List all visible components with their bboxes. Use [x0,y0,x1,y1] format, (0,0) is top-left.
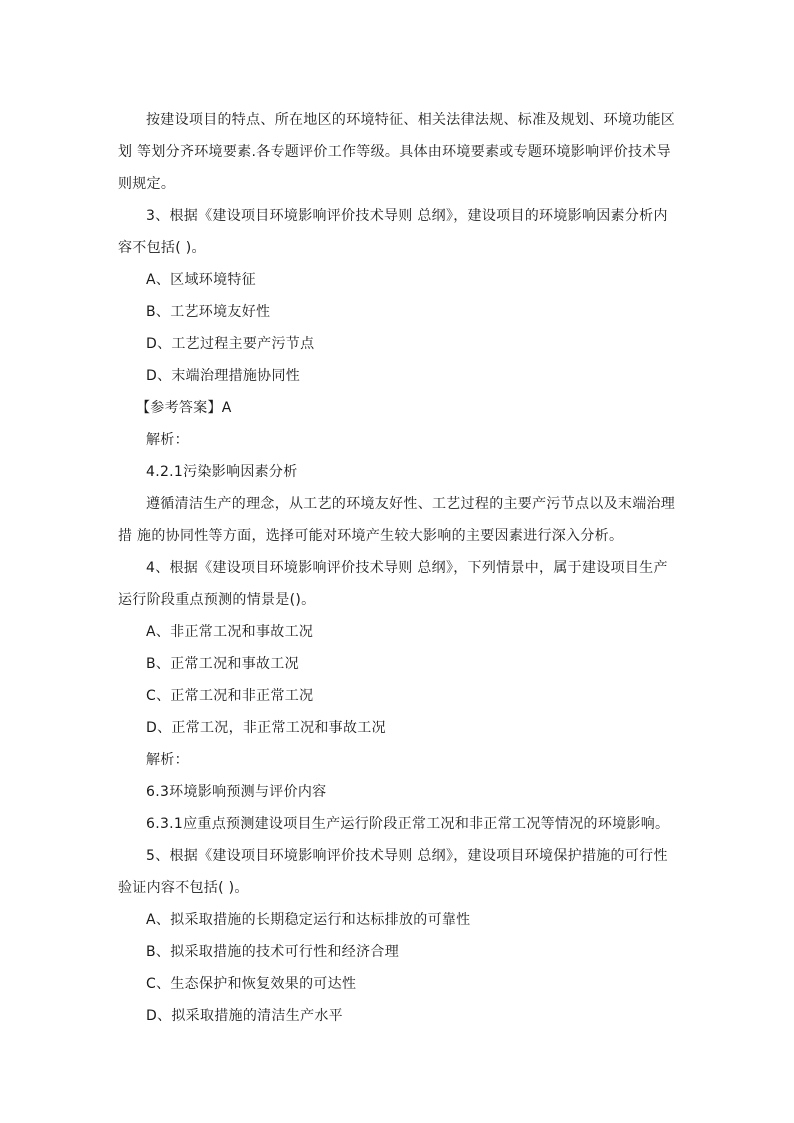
option-line: A、非正常工况和事故工况 [146,624,314,640]
option-line: C、生态保护和恢复效果的可达性 [146,976,357,992]
option-line: D、工艺过程主要产污节点 [146,336,315,352]
question-4-line: 4、根据《建设项目环境影响评价技术导则 总纲》，下列情景中，属于建设项目生产 [146,560,668,576]
option-line: B、工艺环境友好性 [146,304,271,320]
paragraph-line: 则规定。 [118,176,176,192]
option-line: D、末端治理措施协同性 [146,368,301,384]
analysis-line: 4.2.1污染影响因素分析 [146,464,298,480]
option-line: C、正常工况和非正常工况 [146,688,314,704]
option-line: D、拟采取措施的清洁生产水平 [146,1008,343,1024]
analysis-line: 遵循清洁生产的理念，从工艺的环境友好性、工艺过程的主要产污节点以及末端治理 [146,496,676,512]
analysis-line: 6.3环境影响预测与评价内容 [146,784,327,800]
analysis-line: 措 施的协同性等方面，选择可能对环境产生较大影响的主要因素进行深入分析。 [118,528,624,544]
analysis-label: 解析： [146,432,189,448]
question-3-line: 3、根据《建设项目环境影响评价技术导则 总纲》，建设项目的环境影响因素分析内 [146,208,668,224]
option-line: D、正常工况，非正常工况和事故工况 [146,720,386,736]
option-line: A、区域环境特征 [146,272,256,288]
question-3-line: 容不包括( )。 [118,240,206,256]
question-5-line: 验证内容不包括( )。 [118,880,249,896]
answer-line: 【参考答案】A [136,400,232,416]
paragraph-line: 划 等划分齐环境要素.各专题评价工作等级。具体由环境要素或专题环境影响评价技术导 [118,144,671,160]
analysis-label: 解析： [146,752,189,768]
option-line: A、拟采取措施的长期稳定运行和达标排放的可靠性 [146,912,471,928]
question-5-line: 5、根据《建设项目环境影响评价技术导则 总纲》，建设项目环境保护措施的可行性 [146,848,668,864]
option-line: B、正常工况和事故工况 [146,656,299,672]
analysis-line: 6.3.1应重点预测建设项目生产运行阶段正常工况和非正常工况等情况的环境影响。 [146,816,670,832]
question-4-line: 运行阶段重点预测的情景是()。 [118,592,316,608]
option-line: B、拟采取措施的技术可行性和经济合理 [146,944,400,960]
paragraph-line: 按建设项目的特点、所在地区的环境特征、相关法律法规、标准及规划、环境功能区 [146,112,676,128]
